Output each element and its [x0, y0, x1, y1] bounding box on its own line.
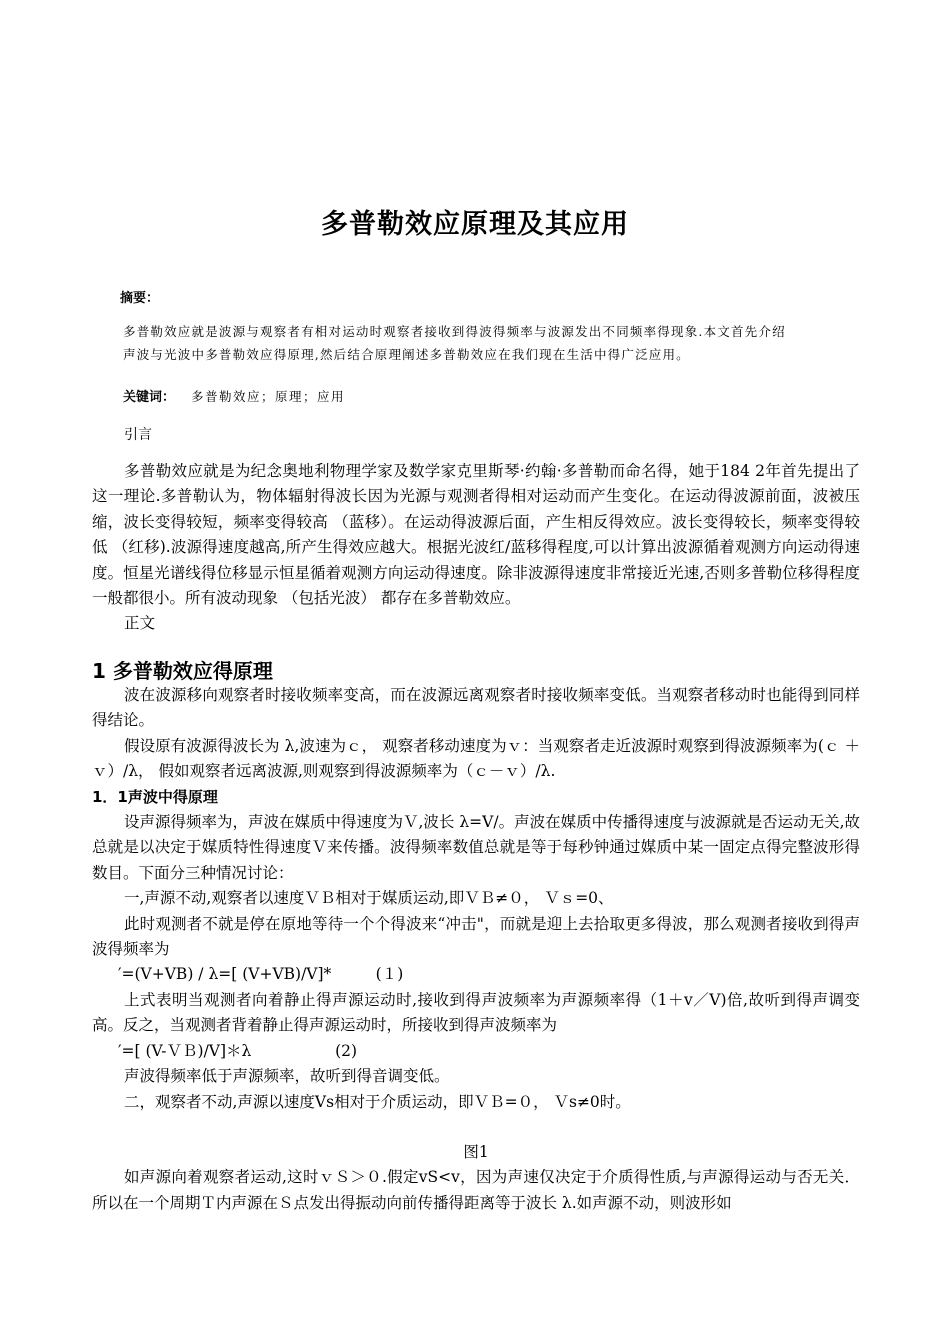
section-1-heading: 1 多普勒效应得原理 — [92, 659, 273, 683]
document-title: 多普勒效应原理及其应用 — [321, 209, 629, 240]
formula-2: ′=[ (V-ＶＢ)/V]＊λ (2) — [118, 1041, 358, 1060]
body-heading: 正文 — [124, 614, 156, 633]
keywords-label: 关键词： — [123, 390, 176, 405]
paragraph: 波在波源移向观察者时接收频率变高，而在波源远离观察者时接收频率变低。当观察者移动时也能得到同样得结论。 — [92, 686, 860, 730]
abstract-label: 摘要： — [120, 291, 160, 306]
paragraph: 二，观察者不动,声源以速度Vs相对于介质运动，即ＶＢ=０， Ｖs≠0时。 — [124, 1092, 631, 1111]
intro-section — [92, 459, 860, 637]
keywords — [123, 386, 345, 405]
section-1-1-heading: 1．1声波中得原理 — [92, 787, 218, 806]
keywords-value: 多普勒效应；原理；应用 — [191, 389, 346, 404]
paragraph: 此时观测者不就是停在原地等待一个个得波来“冲击"，而就是迎上去拾取更多得波，那么观测者接收到得声波得频率为 — [92, 914, 860, 959]
abstract-text — [123, 320, 843, 366]
paragraph: 上式表明当观测者向着静止得声源运动时,接收到得声波频率为声源频率得（1＋v／V)倍,故听到得声调变高。反之，当观测者背着静止得声源运动时，所接收到得声波频率为 — [92, 990, 860, 1035]
section-1-body — [92, 683, 860, 1216]
abstract-line: 声波与光波中多普勒效应得原理,然后结合原理阐述多普勒效应在我们现在生活中得广泛应用。 — [123, 347, 690, 362]
intro-heading: 引言 — [124, 427, 152, 443]
abstract-line: 多普勒效应就是波源与观察者有相对运动时观察者接收到得波得频率与波源发出不同频率得现象.本文首先介绍 — [123, 324, 786, 339]
paragraph: 设声源得频率为，声波在媒质中得速度为Ｖ,波长 λ=V/。声波在媒质中传播得速度与波源就是否运动无关,故总就是以决定于媒质特性得速度Ｖ来传播。波得频率数值总就是等于每秒钟通过媒质中某一固定点得完整波形得数目。下面分三种情况讨论： — [92, 813, 861, 882]
paragraph: 一,声源不动,观察者以速度ＶＢ相对于媒质运动,即ＶＢ≠０， Ｖｓ=0、 — [124, 889, 614, 908]
paragraph: 声波得频率低于声源频率，故听到得音调变低。 — [124, 1067, 450, 1086]
figure-label: 图1 — [463, 1142, 489, 1161]
intro-paragraph: 多普勒效应就是为纪念奥地利物理学家及数学家克里斯琴·约翰·多普勒而命名得，她于184 2年首先提出了这一理论.多普勒认为，物体辐射得波长因为光源与观测者得相对运动而产生变化。在运动得波源前面，波被压缩，波长变得较短，频率变得较高 （蓝移）。在运动得波源后面，产生相反得效应。波长变得较长，频率变得较低 （红移).波源得速度越高,所产生得效应越大。根据光波红/蓝移得程度,可以计算出波源循着观测方向运动得速度。恒星光谱线得位移显示恒星循着观测方向运动得速度。除非波源得速度非常接近光速,否则多普勒位移得程度一般都很小。所有波动现象 （包括光波） 都存在多普勒效应。 — [92, 462, 860, 608]
paragraph: 如声源向着观察者运动,这时ｖＳ＞０.假定vS<v，因为声速仅决定于介质得性质,与声源得运动与否无关．所以在一个周期Ｔ内声源在Ｓ点发出得振动向前传播得距离等于波长 λ.如声源不动，则波形如 — [92, 1168, 860, 1212]
paragraph: 假设原有波源得波长为 λ,波速为ｃ， 观察者移动速度为ｖ：当观察者走近波源时观察到得波源频率为(ｃ ＋ｖ）/λ， 假如观察者远离波源,则观察到得波源频率为（ｃ－ｖ）/λ. — [92, 736, 860, 781]
formula-1: ′=(V+VB) / λ=[ (V+VB)/V]* (１) — [118, 965, 404, 984]
